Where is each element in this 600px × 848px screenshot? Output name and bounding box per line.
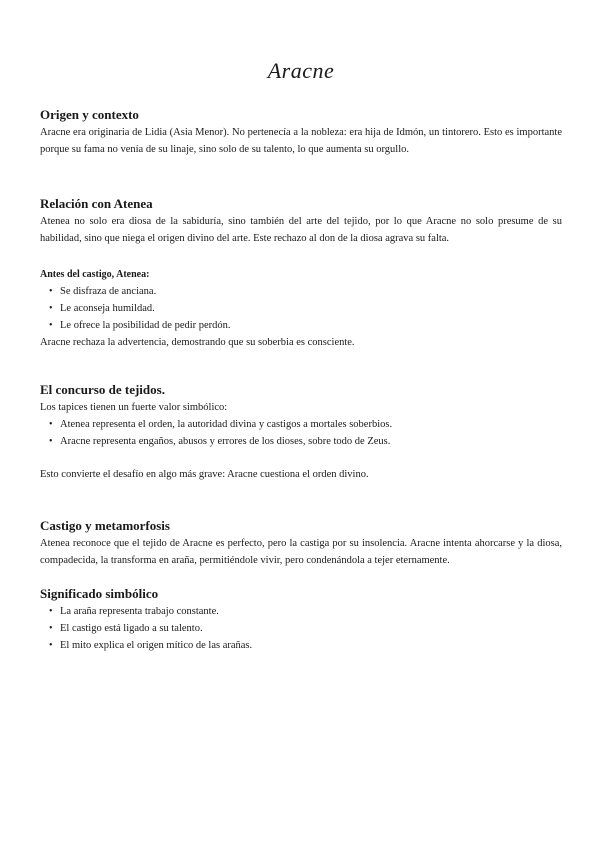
list-item: • Se disfraza de anciana.: [60, 283, 562, 300]
section-closing: Aracne rechaza la advertencia, demostrando que su soberbia es consciente.: [40, 337, 355, 348]
section-origen: [40, 106, 562, 158]
bullet-list: [40, 416, 562, 450]
section-relacion: [40, 195, 562, 351]
section-closing: Esto convierte el desafío en algo más grave: Aracne cuestiona el orden divino.: [40, 469, 369, 480]
list-item: • La araña representa trabajo constante.: [60, 603, 562, 620]
section-concurso: [40, 381, 562, 483]
section-heading: Relación con Atenea: [40, 196, 153, 211]
section-paragraph: Atenea reconoce que el tejido de Aracne es perfecto, pero la castiga por su insolencia. Aracne intenta ahorcarse y la diosa, compadecida, la transforma en araña, permitiéndole vivir, pero condenándola a tejer eternamente.: [40, 538, 562, 566]
bullet-list: [40, 283, 562, 334]
list-item: • Atenea representa el orden, la autoridad divina y castigos a mortales soberbios.: [60, 416, 562, 433]
section-paragraph: Atenea no solo era diosa de la sabiduría, sino también del arte del tejido, por lo que Aracne no solo presume de su habilidad, sino que niega el origen divino del arte. Este rechazo al don de la diosa agrava su falta.: [40, 216, 562, 244]
section-intro: Los tapices tienen un fuerte valor simbólico:: [40, 402, 228, 413]
section-significado: [40, 585, 562, 654]
section-heading: Significado simbólico: [40, 586, 159, 601]
list-item: • El castigo está ligado a su talento.: [60, 620, 562, 637]
list-item: • El mito explica el origen mítico de las arañas.: [60, 637, 562, 654]
bullet-list: [40, 603, 562, 654]
section-heading: Origen y contexto: [40, 107, 139, 122]
list-subheading: Antes del castigo, Atenea:: [40, 269, 150, 280]
section-paragraph: Aracne era originaria de Lidia (Asia Menor). No pertenecía a la nobleza: era hija de Idmón, un tintorero. Esto es importante porque su fama no venía de su linaje, sino solo de su talento, lo que aumenta su orgullo.: [40, 127, 562, 155]
list-item: • Le aconseja humildad.: [60, 300, 562, 317]
section-heading: El concurso de tejidos.: [40, 382, 165, 397]
section-heading: Castigo y metamorfosis: [40, 518, 170, 533]
document-title: Aracne: [267, 58, 335, 83]
section-castigo: [40, 517, 562, 569]
list-item: • Le ofrece la posibilidad de pedir perdón.: [60, 317, 562, 334]
list-item: • Aracne representa engaños, abusos y errores de los dioses, sobre todo de Zeus.: [60, 433, 562, 450]
